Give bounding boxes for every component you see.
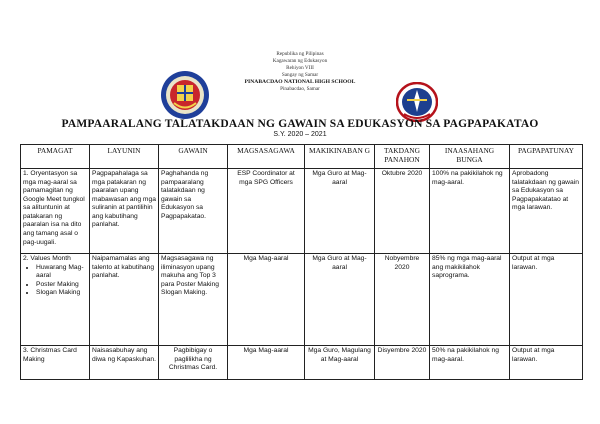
list-item: • Poster Making (36, 281, 87, 290)
school-seal-logo (160, 70, 210, 120)
cell-makikinabang: Mga Guro at Mag-aaral (305, 169, 375, 254)
cell-layunin: Naisasabuhay ang diwa ng Kapaskuhan. (90, 346, 159, 380)
cell-makikinabang: Mga Guro, Magulang at Mag-aaral (305, 346, 375, 380)
col-header-takdang-panahon: TAKDANG PANAHON (375, 145, 430, 169)
table-row (21, 254, 583, 346)
cell-pagpapatunay: Aprobadong talatakdaan ng gawain sa Edukasyon sa Pagpapakatatao at mga larawan. (510, 169, 583, 254)
cell-takdang-panahon: Oktubre 2020 (375, 169, 430, 254)
republic-line: Republika ng Pilipinas (276, 51, 324, 57)
pamagat-bullet-list (23, 264, 87, 298)
cell-takdang-panahon: Disyembre 2020 (375, 346, 430, 380)
col-header-magsasagawa: MAGSASAGAWA (228, 145, 305, 169)
school-address: Pinabacdao, Samar (280, 86, 320, 92)
cell-pamagat: 3. Christmas Card Making (21, 346, 90, 380)
cell-pamagat (21, 254, 90, 346)
table-row (21, 169, 583, 254)
list-item: • Slogan Making (36, 289, 87, 298)
cell-gawain: Magsasagawa ng iliminasyon upang makuha ang Top 3 para Poster Making Slogan Making. (159, 254, 228, 346)
col-header-layunin: LAYUNIN (90, 145, 159, 169)
cell-gawain: Pagbibigay o paglilikha ng Christmas Card. (159, 346, 228, 380)
region-line: Rehiyon VIII (286, 65, 314, 71)
department-line: Kagawaran ng Edukasyon (272, 58, 328, 64)
cell-makikinabang: Mga Guro at Mag-aaral (305, 254, 375, 346)
activity-schedule-table (20, 144, 583, 380)
division-line: Sangay ng Samar (281, 72, 319, 78)
cell-pamagat: 1. Oryentasyon sa mga mag-aaral sa pamamagitan ng Google Meet tungkol sa alituntunin at patakaran ng paaralan isa na dito ang tamang asal o pag-uugali. (21, 169, 90, 254)
col-header-inaasahang-bunga: INAASAHANG BUNGA (430, 145, 510, 169)
cell-inaasahang-bunga: 85% ng mga mag-aaral ang makikilahok saprograma. (430, 254, 510, 346)
table-header-row (21, 145, 583, 169)
cell-gawain: Paghahanda ng pampaaralang talatakdaan ng gawain sa Edukasyon sa Pagpapakatao. (159, 169, 228, 254)
col-header-pamagat: PAMAGAT (21, 145, 90, 169)
cell-magsasagawa: Mga Mag-aaral (228, 254, 305, 346)
col-header-makikinabang: MAKIKINABAN G (305, 145, 375, 169)
cell-pagpapatunay: Output at mga larawan. (510, 254, 583, 346)
cell-magsasagawa: ESP Coordinator at mga SPG Officers (228, 169, 305, 254)
cell-pagpapatunay: Output at mga larawan. (510, 346, 583, 380)
table-row (21, 346, 583, 380)
document-title: PAMPAARALANG TALATAKDAAN NG GAWAIN SA EDUKASYON SA PAGPAPAKATAO (61, 118, 539, 130)
cell-magsasagawa: Mga Mag-aaral (228, 346, 305, 380)
col-header-gawain: GAWAIN (159, 145, 228, 169)
cell-layunin: Naipamamalas ang talento at kabutihang panlahat. (90, 254, 159, 346)
cell-inaasahang-bunga: 50% na pakikilahok ng mag-aaral. (430, 346, 510, 380)
cell-layunin: Pagpapahalaga sa mga patakaran ng paaralan upang mabawasan ang mga suliranin at pantilihin ang kabutihang panlahat. (90, 169, 159, 254)
cell-takdang-panahon: Nobyembre 2020 (375, 254, 430, 346)
school-year: S.Y. 2020 – 2021 (273, 131, 327, 138)
school-name: PINABACDAO NATIONAL HIGH SCHOOL (244, 79, 356, 85)
emblem-logo (396, 82, 438, 122)
cell-inaasahang-bunga: 100% na pakikilahok ng mag-aaral. (430, 169, 510, 254)
col-header-pagpapatunay: PAGPAPATUNAY (510, 145, 583, 169)
list-item: • Huwarang Mag-aaral (36, 264, 87, 281)
cell-pamagat-title: 2. Values Month (23, 255, 71, 262)
